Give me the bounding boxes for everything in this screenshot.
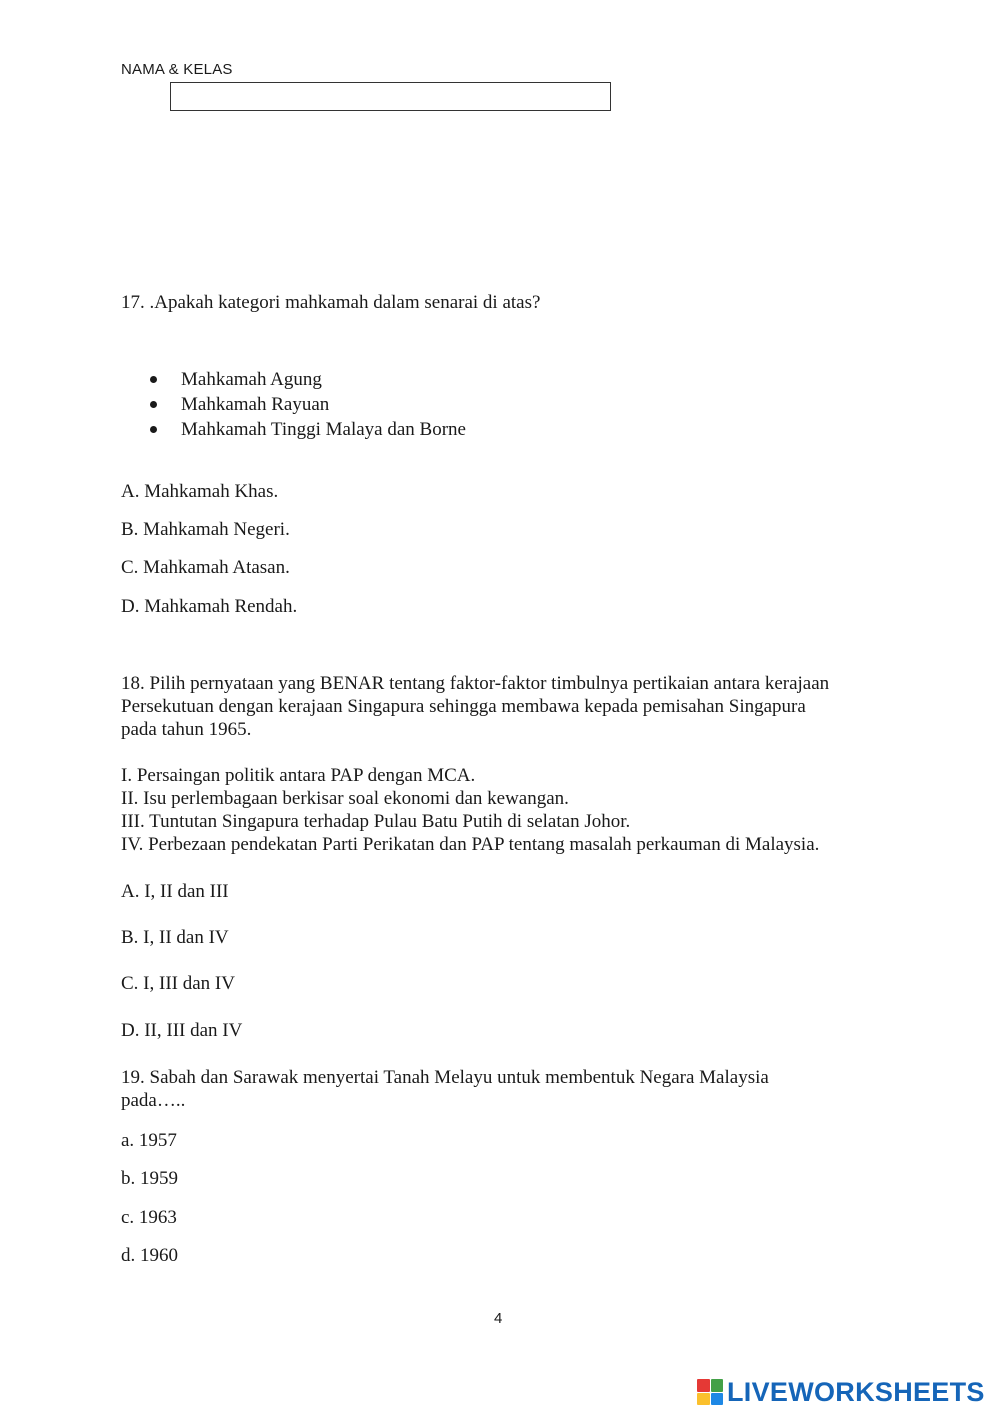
question-19-text: 19. Sabah dan Sarawak menyertai Tanah Melayu untuk membentuk Negara Malaysia pada….. [121,1067,769,1111]
q17-option-a: A. Mahkamah Khas. [121,481,279,502]
statement-ii: II. Isu perlembagaan berkisar soal ekonomi dan kewangan. [121,788,569,809]
list-item: Mahkamah Tinggi Malaya dan Borne [150,417,466,442]
court-list [150,367,466,442]
question-18-text: 18. Pilih pernyataan yang BENAR tentang faktor-faktor timbulnya pertikaian antara kerajaan Persekutuan dengan kerajaan Singapura sehingga membawa kepada pemisahan Singapura pada tahun 1965. [121,673,830,740]
statement-iv: IV. Perbezaan pendekatan Parti Perikatan dan PAP tentang masalah perkauman di Malaysia. [121,834,820,855]
bullet-icon [150,401,157,408]
q17-option-c: C. Mahkamah Atasan. [121,557,290,578]
q18-option-a: A. I, II dan III [121,881,229,902]
bullet-icon [150,426,157,433]
q19-option-c: c. 1963 [121,1207,177,1228]
brand-name: LIVEWORKSHEETS [727,1376,985,1407]
q18-option-c: C. I, III dan IV [121,973,235,994]
name-class-field[interactable] [170,82,611,111]
bullet-icon [150,376,157,383]
question-17-text: 17. .Apakah kategori mahkamah dalam senarai di atas? [121,292,541,313]
name-class-label: NAMA & KELAS [121,61,233,78]
list-item: Mahkamah Agung [150,367,466,392]
q18-option-b: B. I, II dan IV [121,927,229,948]
q18-option-d: D. II, III dan IV [121,1020,243,1041]
q17-option-b: B. Mahkamah Negeri. [121,519,290,540]
q19-option-a: a. 1957 [121,1130,177,1151]
liveworksheets-brand [697,1376,985,1408]
statement-i: I. Persaingan politik antara PAP dengan MCA. [121,765,476,786]
question-18-statements [121,764,819,856]
q17-option-d: D. Mahkamah Rendah. [121,596,298,617]
page-number: 4 [494,1310,503,1327]
list-item: Mahkamah Rayuan [150,392,466,417]
q19-option-d: d. 1960 [121,1245,178,1266]
liveworksheets-logo-icon [697,1379,723,1405]
statement-iii: III. Tuntutan Singapura terhadap Pulau Batu Putih di selatan Johor. [121,811,631,832]
q19-option-b: b. 1959 [121,1168,178,1189]
